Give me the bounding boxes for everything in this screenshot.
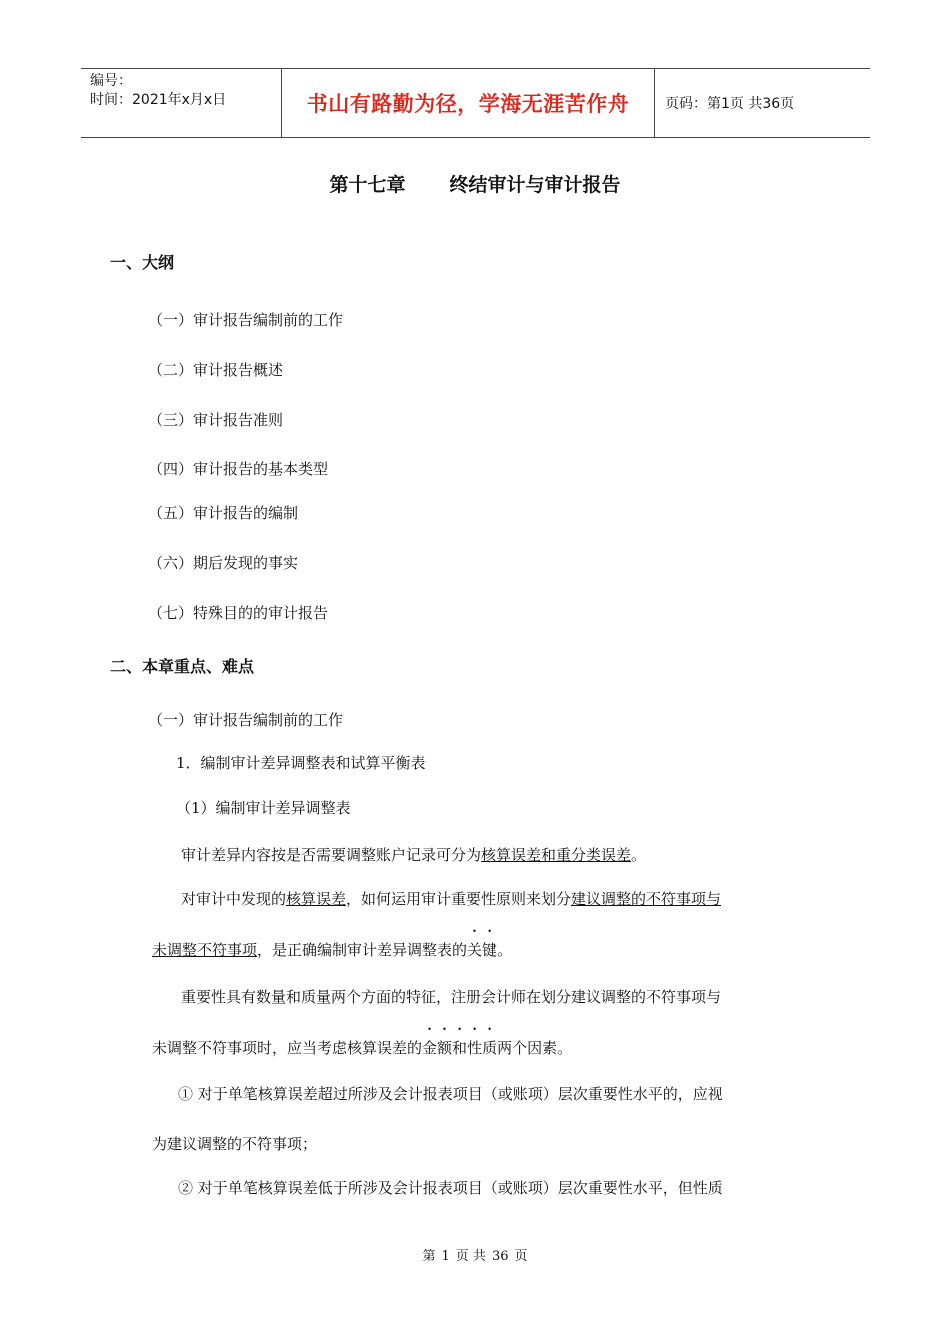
emphasis-char: 质 bbox=[482, 1039, 498, 1057]
footer-page-number: 1 bbox=[441, 1249, 450, 1264]
sub-item: （1）编制审计差异调整表 bbox=[176, 799, 351, 817]
emphasis-char: 金 bbox=[422, 1039, 438, 1057]
underlined-term: 核算误差和重分类误差 bbox=[481, 846, 632, 864]
paragraph-3-line-1: 重要性具有数量和质量两个方面的特征，注册会计师在划分建议调整的不符事项与 bbox=[181, 988, 722, 1006]
header-page-cell bbox=[655, 69, 870, 137]
chapter-title bbox=[0, 170, 950, 197]
footer-total-pages: 36 bbox=[491, 1249, 509, 1264]
emphasis-char: 键 bbox=[482, 941, 498, 959]
section-heading-outline: 一、大纲 bbox=[110, 253, 175, 272]
outline-item-6: （六）期后发现的事实 bbox=[148, 554, 299, 572]
paragraph-5-line-1: ② 对于单笔核算误差低于所涉及会计报表项目（或账项）层次重要性水平，但性质 bbox=[178, 1179, 723, 1197]
header-info-cell bbox=[81, 69, 282, 137]
number-label: 编号： bbox=[90, 73, 132, 89]
numbered-item: 1．编制审计差异调整表和试算平衡表 bbox=[176, 754, 426, 772]
subsection-heading: （一）审计报告编制前的工作 bbox=[148, 711, 344, 729]
outline-item-1: （一）审计报告编制前的工作 bbox=[148, 311, 344, 329]
paragraph-2-line-2: 未调整不符事项，是正确编制审计差异调整表的关键。 bbox=[152, 941, 513, 959]
section-heading-key-points: 二、本章重点、难点 bbox=[110, 657, 255, 676]
emphasis-dotted-text bbox=[422, 1039, 497, 1057]
outline-item-5: （五）审计报告的编制 bbox=[148, 504, 299, 522]
emphasis-char: 关 bbox=[467, 941, 483, 959]
paragraph-4-line-1: ① 对于单笔核算误差超过所涉及会计报表项目（或账项）层次重要性水平的，应视 bbox=[178, 1085, 723, 1103]
outline-item-7: （七）特殊目的的审计报告 bbox=[148, 604, 329, 622]
time-label: 时间：2021年x月x日 bbox=[90, 92, 227, 108]
underlined-term: 未调整不符事项 bbox=[152, 941, 258, 959]
emphasis-char: 和 bbox=[452, 1039, 468, 1057]
underlined-term: 建议调整的不符事项与 bbox=[571, 890, 722, 908]
paragraph-2-line-1: 对审计中发现的核算误差，如何运用审计重要性原则来划分建议调整的不符事项与 bbox=[181, 890, 722, 908]
emphasis-char: 额 bbox=[437, 1039, 453, 1057]
underlined-term: 核算误差 bbox=[286, 890, 347, 908]
emphasis-char: 性 bbox=[467, 1039, 483, 1057]
paragraph-1: 审计差异内容按是否需要调整账户记录可分为核算误差和重分类误差。 bbox=[181, 846, 647, 864]
outline-item-2: （二）审计报告概述 bbox=[148, 361, 284, 379]
outline-item-4: （四）审计报告的基本类型 bbox=[148, 460, 329, 478]
paragraph-3-line-2: 未调整不符事项时，应当考虑核算误差的金额和性质两个因素。 bbox=[152, 1039, 573, 1057]
page-info: 页码：第1页 共36页 bbox=[665, 96, 795, 112]
chapter-number: 第十七章 bbox=[329, 174, 406, 196]
page-header bbox=[81, 68, 870, 138]
motto-text: 书山有路勤为径，学海无涯苦作舟 bbox=[306, 92, 630, 116]
header-motto-cell bbox=[282, 69, 655, 137]
outline-item-3: （三）审计报告准则 bbox=[148, 411, 284, 429]
page-footer: 第 1 页 共 36 页 bbox=[422, 1249, 528, 1264]
paragraph-4-line-2: 为建议调整的不符事项； bbox=[152, 1135, 318, 1153]
chapter-name: 终结审计与审计报告 bbox=[449, 174, 621, 196]
emphasis-dotted-text bbox=[467, 941, 497, 959]
